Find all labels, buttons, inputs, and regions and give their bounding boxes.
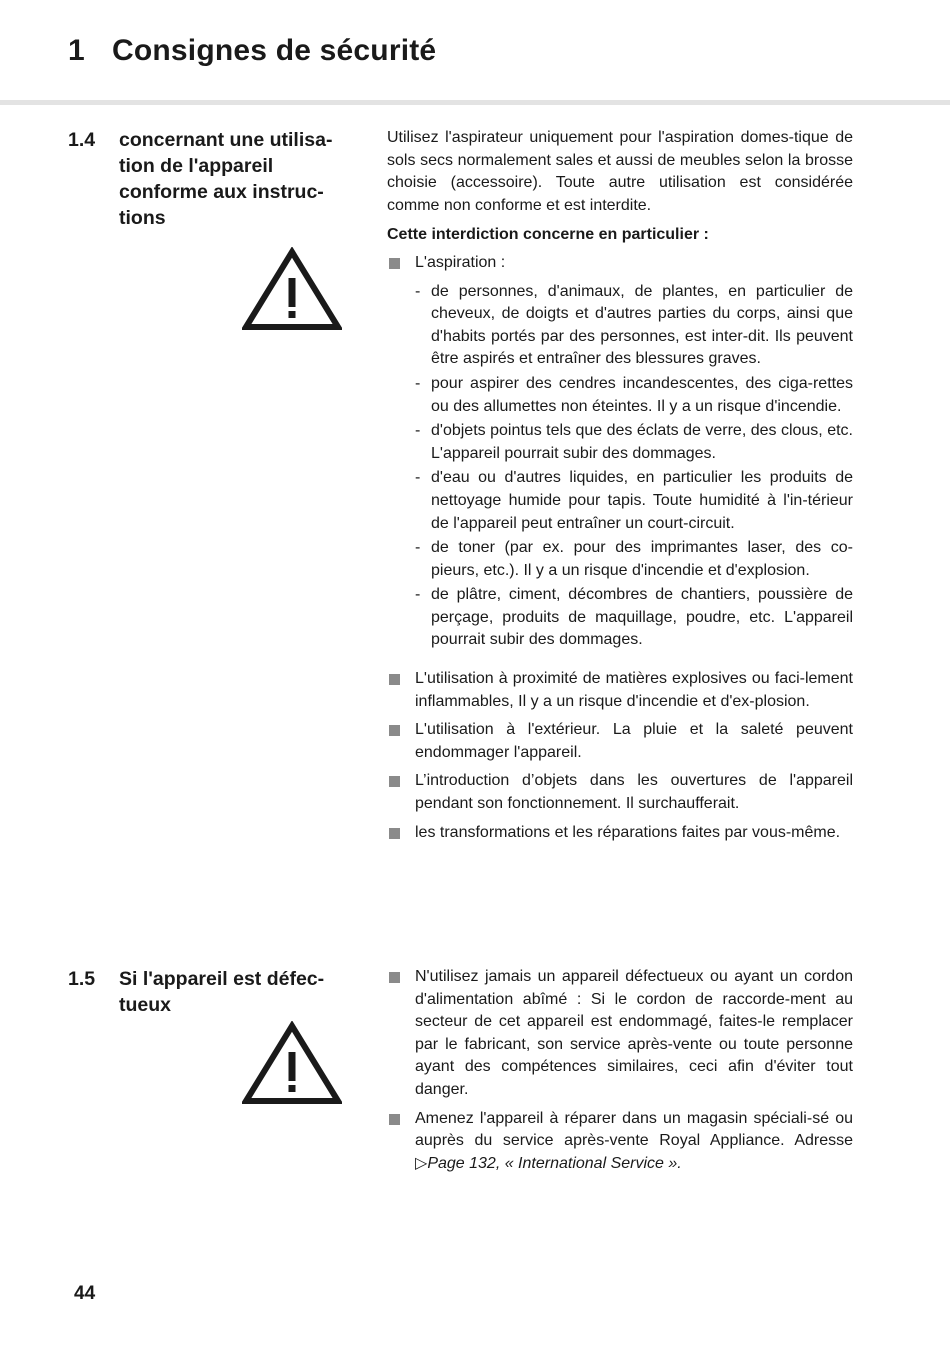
sublist-item xyxy=(387,281,853,371)
sublist-item xyxy=(387,584,853,652)
sublist-text: de personnes, d'animaux, de plantes, en particulier de cheveux, de doigts et d'autres parties du corps, ainsi que d'habits portés par des personnes, est inter-dit. Ils peuvent être aspirés et entraîner des blessures graves. xyxy=(431,282,853,368)
bullet-text: L'aspiration : xyxy=(415,253,506,271)
bullet-text: L'utilisation à proximité de matières explosives ou faci-lement inflammables, Il y a un risque d'incendie et d'ex-plosion. xyxy=(415,670,853,710)
dash-marker: - xyxy=(415,422,421,440)
list-item xyxy=(387,966,853,1102)
bullet-text-main: Amenez l'appareil à réparer dans un magasin spéciali-sé ou auprès du service après-vente Royal Appliance. xyxy=(415,1109,853,1150)
prohibition-heading: Cette interdiction concerne en particulier : xyxy=(387,226,709,244)
bullet-square-icon xyxy=(389,972,400,983)
bullet-square-icon xyxy=(389,725,400,736)
bullet-text: N'utilisez jamais un appareil défectueux ou ayant un cordon d'alimentation abîmé : Si le cordon de raccorde-ment au secteur de cet appareil est endommagé, faites-le remplacer par le fabricant, son service après-vente ou toute personne ayant des compétences similaires, ceci afin d'éviter tout danger. xyxy=(415,968,853,1098)
bullet-text: les transformations et les réparations faites par vous-même. xyxy=(415,823,841,841)
bullet-text xyxy=(415,1108,853,1176)
list-item xyxy=(387,822,853,845)
chapter-number: 1 xyxy=(68,34,85,67)
section-number: 1.5 xyxy=(68,968,96,990)
dash-marker: - xyxy=(415,282,421,300)
aspiration-sublist xyxy=(387,281,853,653)
bullet-square-icon xyxy=(389,828,400,839)
section-1-5-body xyxy=(387,966,853,1181)
dash-marker: - xyxy=(415,469,421,487)
page-number: 44 xyxy=(74,1283,96,1304)
section-number: 1.4 xyxy=(68,129,96,151)
bullet-text: L’introduction d’objets dans les ouvertures de l'appareil pendant son fonctionnement. Il surchaufferait. xyxy=(415,772,853,813)
sublist-item xyxy=(387,420,853,465)
intro-paragraph: Utilisez l'aspirateur uniquement pour l'aspiration domes-tique de sols secs normalement sales et aussi de meubles selon la brosse choisie (accessoire). Toute autre utilisation est considérée comme non conforme et est interdite. xyxy=(387,129,853,214)
dash-marker: - xyxy=(415,539,421,557)
sublist-item xyxy=(387,537,853,582)
sublist-text: de toner (par ex. pour des imprimantes laser, des co-pieurs, etc.). Il y a un risque d'incendie et d'explosion. xyxy=(431,539,853,579)
sublist-text: d'objets pointus tels que des éclats de verre, des clous, etc. L'appareil pourrait subir des dommages. xyxy=(431,422,853,462)
list-item xyxy=(387,1108,853,1176)
warning-triangle-icon xyxy=(242,247,342,331)
bullet-square-icon xyxy=(389,776,400,787)
chapter-title xyxy=(68,34,436,68)
page-header xyxy=(0,0,950,105)
warning-triangle-icon xyxy=(242,1021,342,1105)
section-title: Si l'appareil est défec-tueux xyxy=(119,968,325,1016)
sublist-item xyxy=(387,373,853,418)
sublist-text: d'eau ou d'autres liquides, en particulier les produits de nettoyage humide pour tapis. Toute humidité à l'in-térieur de l'appareil peut entraîner un court-circuit. xyxy=(431,469,853,532)
bullet-text: L'utilisation à l'extérieur. La pluie et la saleté peuvent endommager l'appareil. xyxy=(415,721,853,761)
dash-marker: - xyxy=(415,374,421,392)
bullet-square-icon xyxy=(389,1114,400,1125)
list-item xyxy=(387,770,853,815)
section-1-4-body xyxy=(387,127,853,850)
dash-marker: - xyxy=(415,586,421,604)
bullet-square-icon xyxy=(389,674,400,685)
list-item xyxy=(387,252,853,275)
address-prefix: Adresse xyxy=(794,1132,854,1150)
sublist-text: pour aspirer des cendres incandescentes, des ciga-rettes ou des allumettes non éteintes. Il y a un risque d'incendie. xyxy=(431,374,853,415)
sublist-text: de plâtre, ciment, décombres de chantiers, poussière de perçage, produits de maquillage, poudre, etc. L'appareil pourrait subir des dommages. xyxy=(431,586,853,649)
list-item xyxy=(387,719,853,764)
sublist-item xyxy=(387,467,853,535)
section-title: concernant une utilisa-tion de l'appareil conforme aux instruc-tions xyxy=(119,129,333,229)
list-item xyxy=(387,668,853,713)
chapter-title-text: Consignes de sécurité xyxy=(112,34,437,67)
bullet-square-icon xyxy=(389,258,400,269)
cross-reference-arrow-icon: ▷ xyxy=(415,1154,428,1172)
cross-reference-link[interactable]: Page 132, « International Service ». xyxy=(427,1154,682,1172)
